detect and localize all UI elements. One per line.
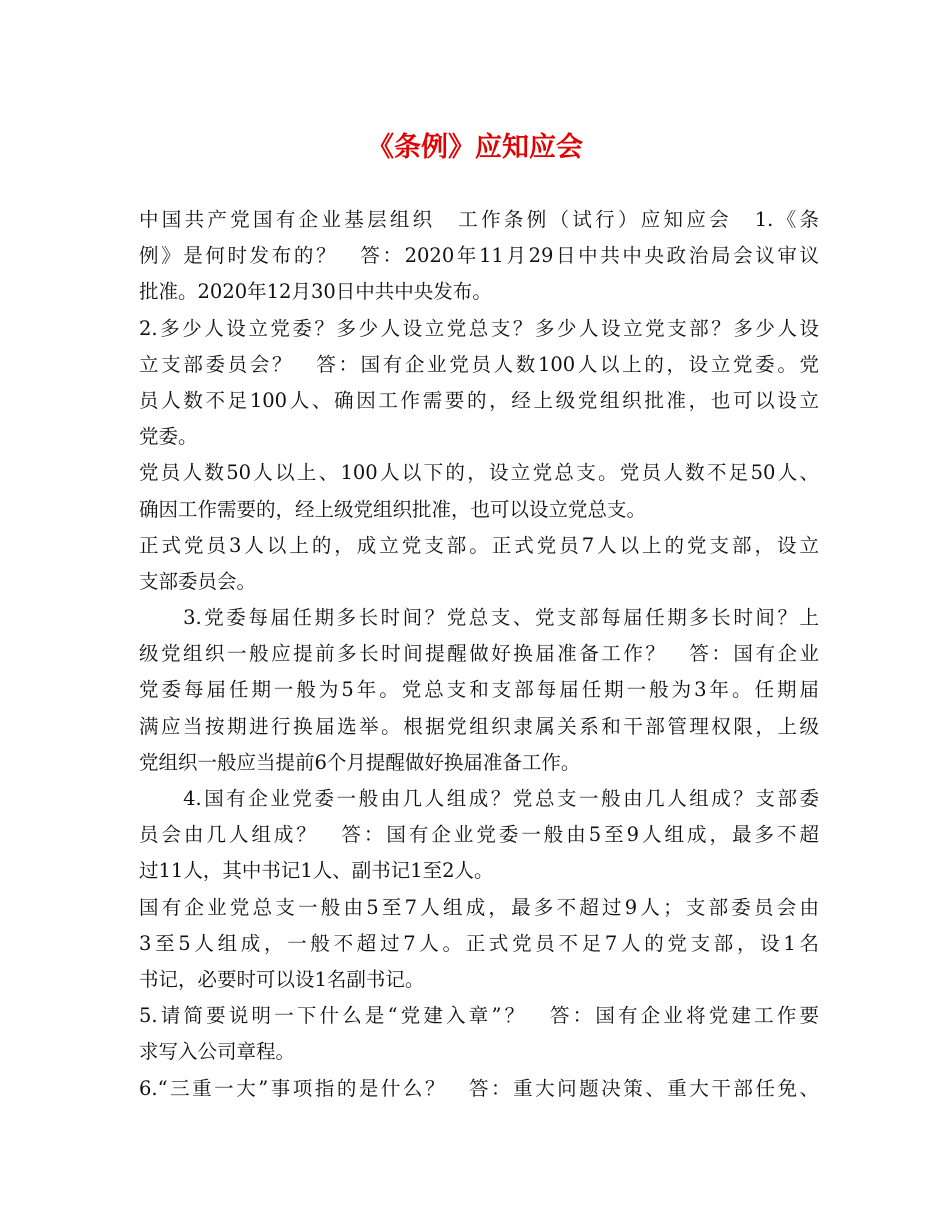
- text-line: 满应当按期进行换届选举。根据党组织隶属关系和干部管理权限，上级: [139, 714, 819, 738]
- text-line: 2.多少人设立党委？多少人设立党总支？多少人设立党支部？多少人设: [139, 316, 819, 340]
- text-line: 确因工作需要的，经上级党组织批准，也可以设立党总支。: [139, 497, 647, 521]
- text-line: 3至5人组成，一般不超过7人。正式党员不足7人的党支部，设1名: [139, 931, 819, 955]
- text-line: 立支部委员会？ 答：国有企业党员人数100人以上的，设立党委。党: [139, 352, 819, 376]
- text-line: 书记，必要时可以设1名副书记。: [139, 967, 425, 991]
- text-line: 党组织一般应当提前6个月提醒做好换届准备工作。: [139, 750, 581, 774]
- document-body: [139, 202, 819, 1107]
- text-line: 党员人数50人以上、100人以下的，设立党总支。党员人数不足50人、: [139, 461, 819, 485]
- text-line: 正式党员3人以上的，成立党支部。正式党员7人以上的党支部，设立: [139, 533, 819, 557]
- text-line: 员人数不足100人、确因工作需要的，经上级党组织批准，也可以设立: [139, 388, 819, 412]
- text-line: 党委。: [139, 425, 198, 449]
- text-line: 过11人，其中书记1人、副书记1至2人。: [139, 859, 494, 883]
- text-line: 国有企业党总支一般由5至7人组成，最多不超过9人；支部委员会由: [139, 895, 819, 919]
- text-line: 支部委员会。: [139, 569, 257, 593]
- text-line: 6.“三重一大”事项指的是什么？ 答：重大问题决策、重大干部任免、: [139, 1076, 819, 1100]
- text-line: 求写入公司章程。: [139, 1040, 296, 1064]
- text-line: 3.党委每届任期多长时间？党总支、党支部每届任期多长时间？上: [139, 606, 819, 630]
- text-line: 党委每届任期一般为5年。党总支和支部每届任期一般为3年。任期届: [139, 678, 819, 702]
- text-line: 中国共产党国有企业基层组织 工作条例（试行）应知应会 1.《条: [139, 208, 819, 231]
- text-line: 例》是何时发布的？ 答：2020年11月29日中共中央政治局会议审议: [139, 244, 819, 268]
- text-line: 4.国有企业党委一般由几人组成？党总支一般由几人组成？支部委: [139, 787, 819, 810]
- document-title: 《条例》应知应会: [367, 132, 583, 163]
- text-line: 5.请简要说明一下什么是“党建入章”？ 答：国有企业将党建工作要: [139, 1004, 819, 1028]
- text-line: 批准。2020年12月30日中共中央发布。: [139, 280, 492, 304]
- text-line: 员会由几人组成？ 答：国有企业党委一般由5至9人组成，最多不超: [139, 823, 819, 847]
- text-line: 级党组织一般应提前多长时间提醒做好换届准备工作？ 答：国有企业: [139, 642, 819, 666]
